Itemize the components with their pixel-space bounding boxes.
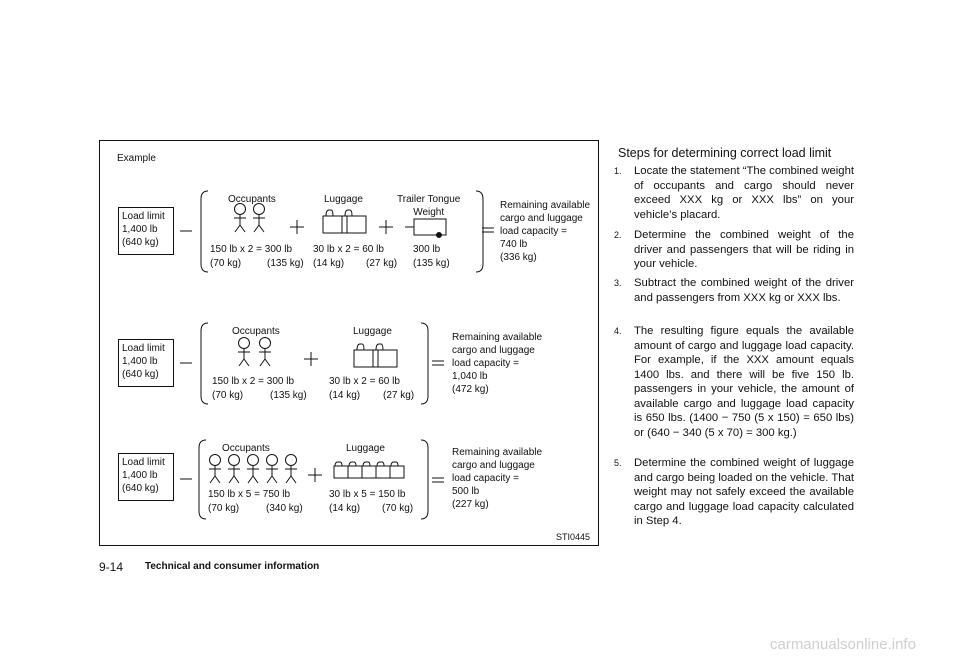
step-text: The resulting figure equals the available amount of cargo and luggage load capacity. For example, if the XXX amount equals 1400 lbs. and there will be five 150 lb. passengers in your vehicle, the amount of available cargo and luggage load capacity is 650 lbs. (1400 − 750 (5 x 150) = 650 lbs) or (640 − 340 (5 x 70) = 300 kg.) xyxy=(634,325,854,439)
left-brace-1 xyxy=(201,191,208,272)
occ-calc-1: 150 lb x 2 = 300 lb xyxy=(210,244,293,255)
step-4 xyxy=(614,324,854,440)
luggage-icon xyxy=(376,462,390,478)
steps-title: Steps for determining correct load limit xyxy=(618,146,832,160)
luggage-icon xyxy=(362,462,376,478)
plus-symbol-1b xyxy=(379,220,393,234)
luggage-label-2: Luggage xyxy=(353,326,392,337)
lug-calc-2: 30 lb x 2 = 60 lb xyxy=(329,376,400,387)
luggage-icon xyxy=(334,462,348,478)
lug-kg-2: (14 kg) xyxy=(329,390,361,401)
plus-symbol-3 xyxy=(308,468,322,482)
step-text: Determine the combined weight of the driver and passengers that will be riding in your vehicle. xyxy=(634,229,854,270)
right-brace-1 xyxy=(476,191,483,272)
occ-kg-total-3: (340 kg) xyxy=(266,503,303,514)
person-icon xyxy=(253,204,265,233)
example-label: Example xyxy=(117,153,156,164)
luggage-icon xyxy=(348,462,362,478)
step-number: 4. xyxy=(614,326,622,336)
occ-kg-1: (70 kg) xyxy=(210,258,242,269)
step-text: Locate the statement “The combined weight of occupants and cargo should never exceed XXX kg or XXX lbs” on your vehicle’s placard. xyxy=(634,165,854,221)
luggage-icon xyxy=(373,344,397,367)
luggage-label-3: Luggage xyxy=(346,443,385,454)
step-number: 2. xyxy=(614,230,622,240)
lug-kg-1: (14 kg) xyxy=(313,258,345,269)
lug-kg-total-1: (27 kg) xyxy=(366,258,398,269)
lug-kg-total-3: (70 kg) xyxy=(382,503,414,514)
load-limit-box-2: Load limit 1,400 lb (640 kg) xyxy=(118,339,174,387)
step-number: 5. xyxy=(614,458,622,468)
occ-calc-2: 150 lb x 2 = 300 lb xyxy=(212,376,295,387)
occupants-label-1: Occupants xyxy=(228,194,276,205)
watermark: carmanualsonline.info xyxy=(770,636,916,653)
page-number: 9-14 xyxy=(99,560,124,574)
person-icon xyxy=(228,455,240,484)
remaining-3: Remaining available cargo and luggage load capacity = 500 lb (227 kg) xyxy=(452,447,543,510)
person-icon xyxy=(266,455,278,484)
step-text: Determine the combined weight of luggage and cargo being loaded on the vehicle. That weight may not safely exceed the available cargo and luggage load capacity calculated in Step 4. xyxy=(634,457,854,527)
person-icon xyxy=(238,338,250,367)
occ-kg-3: (70 kg) xyxy=(208,503,240,514)
step-1 xyxy=(614,164,854,222)
occupants-label-3: Occupants xyxy=(222,443,270,454)
left-brace-3 xyxy=(199,440,206,519)
figure-graphics xyxy=(100,141,598,545)
occupants-label-2: Occupants xyxy=(232,326,280,337)
section-title: Technical and consumer information xyxy=(145,561,320,572)
right-brace-2 xyxy=(421,323,428,404)
person-icon xyxy=(209,455,221,484)
step-2 xyxy=(614,228,854,272)
step-3 xyxy=(614,276,854,305)
trailer-label-1: Trailer Tongue Weight xyxy=(397,194,461,218)
person-icon xyxy=(247,455,259,484)
load-limit-box-3: Load limit 1,400 lb (640 kg) xyxy=(118,453,174,501)
occ-kg-total-2: (135 kg) xyxy=(270,390,307,401)
step-5 xyxy=(614,456,854,529)
load-example-figure xyxy=(99,140,599,546)
right-brace-3 xyxy=(421,440,428,519)
step-number: 1. xyxy=(614,166,622,176)
occ-kg-total-1: (135 kg) xyxy=(267,258,304,269)
step-text: Subtract the combined weight of the driver and passengers from XXX kg or XXX lbs. xyxy=(634,277,854,304)
trailer-kg-1: (135 kg) xyxy=(413,258,450,269)
lug-kg-total-2: (27 kg) xyxy=(383,390,415,401)
luggage-icon xyxy=(390,462,404,478)
remaining-1: Remaining available cargo and luggage load capacity = 740 lb (336 kg) xyxy=(500,200,591,263)
equals-symbol-1 xyxy=(482,228,494,232)
luggage-icon xyxy=(323,210,347,233)
person-icon xyxy=(285,455,297,484)
person-icon xyxy=(259,338,271,367)
lug-kg-3: (14 kg) xyxy=(329,503,361,514)
trailer-icon xyxy=(405,219,446,238)
figure-id: STI0445 xyxy=(556,532,591,542)
trailer-calc-1: 300 lb xyxy=(413,244,441,255)
equals-symbol-3 xyxy=(432,478,444,482)
load-limit-box-1: Load limit 1,400 lb (640 kg) xyxy=(118,207,174,255)
luggage-label-1: Luggage xyxy=(324,194,363,205)
occ-kg-2: (70 kg) xyxy=(212,390,244,401)
left-brace-2 xyxy=(201,323,208,404)
equals-symbol-2 xyxy=(432,361,444,365)
luggage-icon xyxy=(342,210,366,233)
remaining-2: Remaining available cargo and luggage load capacity = 1,040 lb (472 kg) xyxy=(452,332,543,395)
occ-calc-3: 150 lb x 5 = 750 lb xyxy=(208,489,291,500)
person-icon xyxy=(234,204,246,233)
step-number: 3. xyxy=(614,278,622,288)
plus-symbol-1 xyxy=(290,220,304,234)
lug-calc-3: 30 lb x 5 = 150 lb xyxy=(329,489,406,500)
lug-calc-1: 30 lb x 2 = 60 lb xyxy=(313,244,384,255)
luggage-icon xyxy=(354,344,378,367)
plus-symbol-2 xyxy=(304,352,318,366)
